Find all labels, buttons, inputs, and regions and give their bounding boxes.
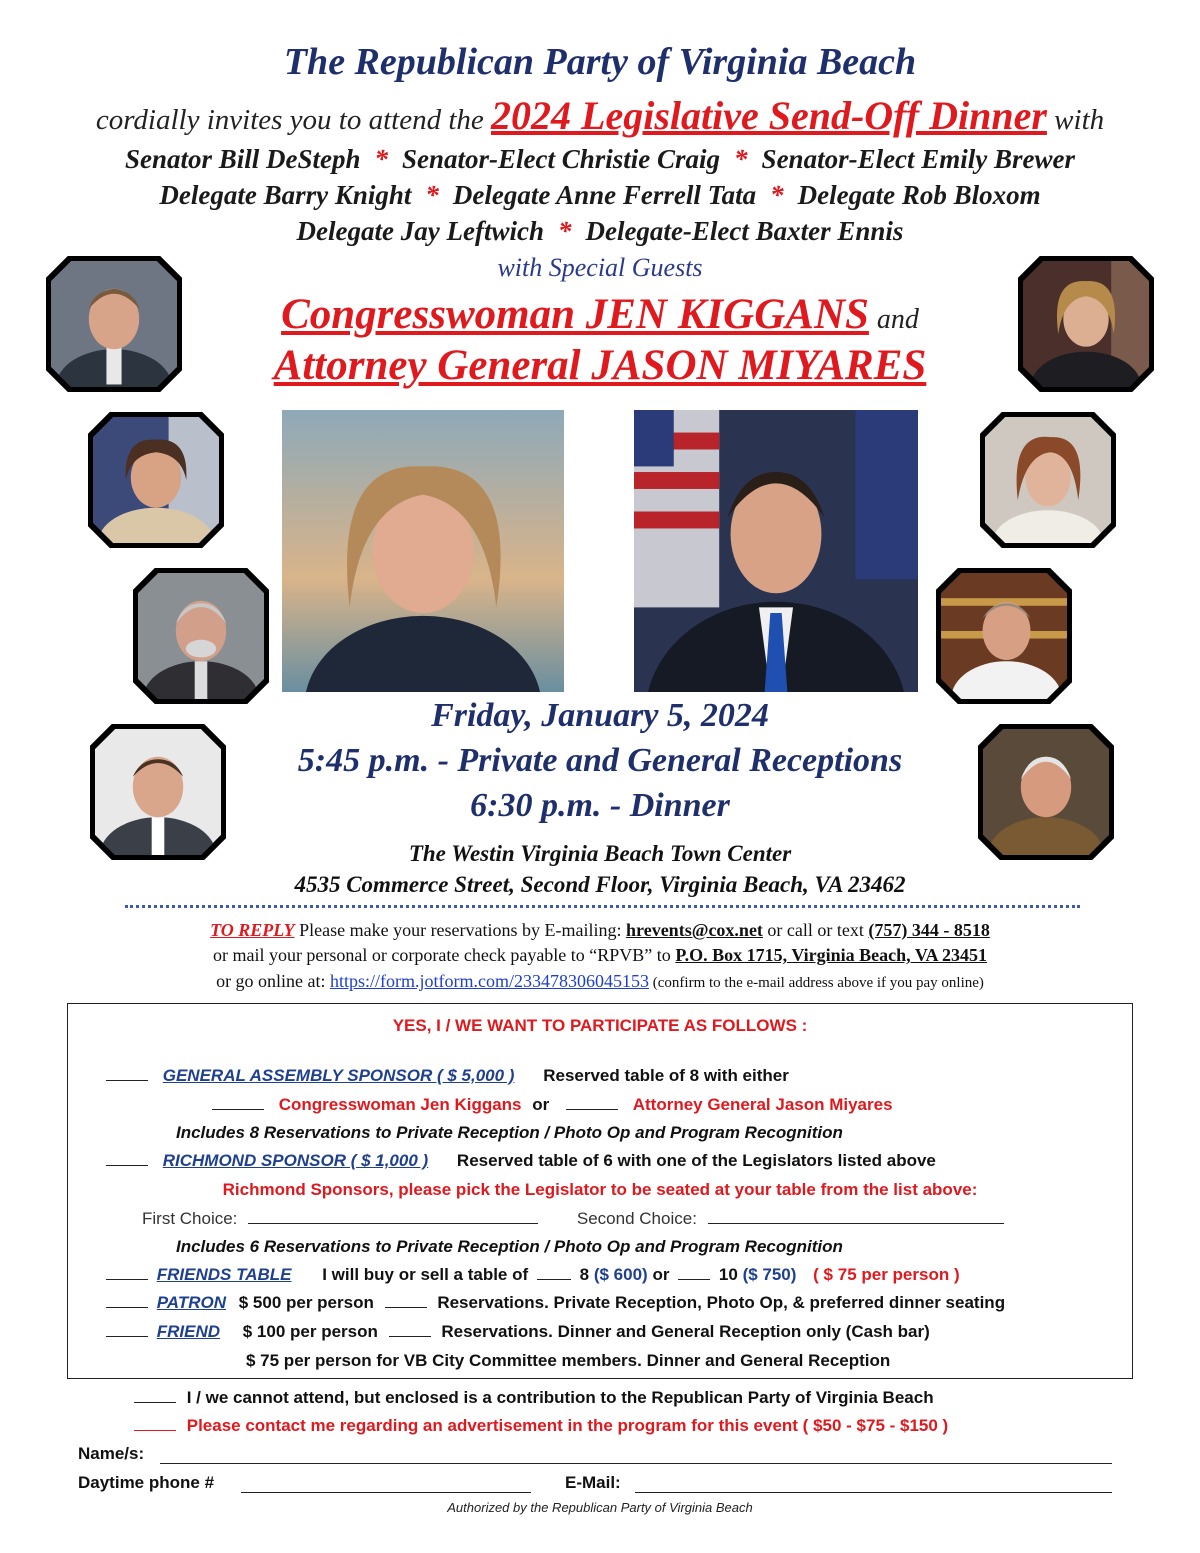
- ga-opt2: Attorney General Jason Miyares: [632, 1095, 893, 1114]
- richmond-desc: Reserved table of 6 with one of the Legislators listed above: [456, 1151, 936, 1170]
- patron-price: $ 500 per person: [238, 1293, 374, 1312]
- portrait-photo: [133, 568, 269, 704]
- invite-suffix: with: [1054, 104, 1105, 136]
- legislator: Delegate Rob Bloxom: [797, 180, 1041, 210]
- legislators-line-1: [0, 144, 1200, 175]
- second-choice-label: Second Choice:: [576, 1209, 697, 1228]
- ga-or: or: [532, 1095, 550, 1114]
- first-choice-field[interactable]: [248, 1209, 538, 1224]
- reply-line-2: [0, 945, 1200, 966]
- star-separator: *: [425, 180, 439, 210]
- patron-row: [106, 1293, 1005, 1313]
- ft-text: I will buy or sell a table of: [322, 1265, 529, 1284]
- reply-text: or go online at:: [216, 971, 331, 991]
- special-guests-label: with Special Guests: [497, 253, 703, 282]
- names-field[interactable]: [160, 1463, 1112, 1464]
- form-heading: YES, I / WE WANT TO PARTICIPATE AS FOLLOWS :: [392, 1016, 808, 1035]
- friend-desc: Reservations. Dinner and General Reception only (Cash bar): [441, 1322, 930, 1341]
- reply-email[interactable]: hrevents@cox.net: [626, 920, 763, 940]
- authorization-footer: Authorized by the Republican Party of Virginia Beach: [447, 1500, 753, 1515]
- reply-note: (confirm to the e-mail address above if you pay online): [649, 975, 984, 991]
- star-separator: *: [557, 216, 572, 246]
- reply-text: or call or text: [762, 920, 869, 940]
- portrait-photo: [1018, 256, 1154, 392]
- portrait-photo: [88, 412, 224, 548]
- legislator: Senator-Elect Emily Brewer: [761, 144, 1076, 174]
- vb-committee-text: $ 75 per person for VB City Committee members. Dinner and General Reception: [246, 1351, 891, 1370]
- legislator: Delegate Barry Knight: [159, 180, 412, 210]
- ga-sponsor-desc: Reserved table of 8 with either: [543, 1066, 789, 1085]
- choices-row: [142, 1209, 1004, 1229]
- ga-sponsor-blank[interactable]: [106, 1066, 148, 1081]
- ft-per-person: ( $ 75 per person ): [813, 1265, 960, 1284]
- patron-desc: Reservations. Private Reception, Photo Op, & preferred dinner seating: [437, 1293, 1006, 1312]
- email-field[interactable]: [635, 1492, 1112, 1493]
- guest-kiggans: Congresswoman JEN KIGGANS: [281, 291, 869, 338]
- friends-table-row: [106, 1265, 960, 1285]
- patron-blank[interactable]: [106, 1293, 148, 1308]
- friend-blank[interactable]: [106, 1322, 148, 1337]
- reply-text: or mail your personal or corporate check payable to “RPVB” to: [212, 945, 676, 965]
- vb-committee-note: [246, 1351, 890, 1371]
- phone-field[interactable]: [241, 1492, 531, 1493]
- ft-10: 10: [718, 1265, 738, 1284]
- dinner-time: 6:30 p.m. - Dinner: [470, 787, 730, 824]
- ft-8: 8: [579, 1265, 590, 1284]
- jotform-link[interactable]: https://form.jotform.com/233478306045153: [330, 971, 650, 991]
- ga-options-row: [212, 1095, 893, 1115]
- guest-conj: and: [876, 304, 919, 335]
- contribution-row: [134, 1388, 934, 1408]
- legislator: Senator-Elect Christie Craig: [402, 144, 721, 174]
- advert-text: Please contact me regarding an advertisement in the program for this event ( $50 - $75 - $150 ): [186, 1416, 949, 1435]
- legislators-line-2: [0, 180, 1200, 211]
- legislator: Delegate Jay Leftwich: [296, 216, 544, 246]
- ga-sponsor-label: GENERAL ASSEMBLY SPONSOR ( $ 5,000 ): [162, 1066, 515, 1085]
- legislator: Senator Bill DeSteph: [124, 144, 361, 174]
- email-label: E-Mail:: [565, 1473, 621, 1492]
- event-date: Friday, January 5, 2024: [431, 697, 769, 734]
- ft-8-blank[interactable]: [537, 1265, 571, 1280]
- portrait-photo: [46, 256, 182, 392]
- richmond-note: Richmond Sponsors, please pick the Legislator to be seated at your table from the list above:: [222, 1180, 978, 1199]
- richmond-label: RICHMOND SPONSOR ( $ 1,000 ): [162, 1151, 429, 1170]
- mail-address: P.O. Box 1715, Virginia Beach, VA 23451: [675, 945, 988, 965]
- legislator: Delegate Anne Ferrell Tata: [452, 180, 757, 210]
- miyares-photo: [634, 410, 918, 692]
- contribution-text: I / we cannot attend, but enclosed is a contribution to the Republican Party of Virginia Beach: [186, 1388, 934, 1407]
- phone-label: Daytime phone #: [78, 1473, 215, 1492]
- reply-text: Please make your reservations by E-mailing:: [294, 920, 627, 940]
- reception-time: 5:45 p.m. - Private and General Receptions: [297, 742, 903, 779]
- friend-price: $ 100 per person: [242, 1322, 378, 1341]
- venue-name: The Westin Virginia Beach Town Center: [408, 841, 792, 866]
- richmond-includes: Includes 6 Reservations to Private Reception / Photo Op and Program Recognition: [176, 1237, 843, 1256]
- kiggans-photo: [282, 410, 564, 692]
- ga-sponsor-row: [106, 1066, 789, 1086]
- invite-line: [0, 92, 1200, 139]
- to-reply-label: TO REPLY: [210, 920, 295, 940]
- ga-opt1: Congresswoman Jen Kiggans: [278, 1095, 522, 1114]
- invite-prefix: cordially invites you to attend the: [95, 104, 484, 136]
- ft-10-blank[interactable]: [678, 1265, 710, 1280]
- portrait-photo: [980, 412, 1116, 548]
- org-title: The Republican Party of Virginia Beach: [283, 41, 917, 83]
- ft-or: or: [652, 1265, 670, 1284]
- legislator: Delegate-Elect Baxter Ennis: [585, 216, 904, 246]
- patron-qty-blank[interactable]: [385, 1293, 427, 1308]
- ft-750: ($ 750): [742, 1265, 797, 1284]
- star-separator: *: [770, 180, 784, 210]
- dotted-divider: [125, 905, 1080, 908]
- venue-address: 4535 Commerce Street, Second Floor, Virginia Beach, VA 23462: [294, 872, 906, 897]
- friends-table-blank[interactable]: [106, 1265, 148, 1280]
- contribution-blank[interactable]: [134, 1388, 176, 1403]
- friend-row: [106, 1322, 930, 1342]
- ft-600: ($ 600): [593, 1265, 648, 1284]
- friend-qty-blank[interactable]: [389, 1322, 431, 1337]
- friend-label: FRIEND: [156, 1322, 221, 1341]
- second-choice-field[interactable]: [708, 1209, 1004, 1224]
- legislators-line-3: [0, 216, 1200, 247]
- event-name: 2024 Legislative Send-Off Dinner: [491, 93, 1047, 138]
- ga-opt1-blank[interactable]: [212, 1095, 264, 1110]
- patron-label: PATRON: [156, 1293, 226, 1312]
- reply-phone[interactable]: (757) 344 - 8518: [868, 920, 990, 940]
- reply-line-3: [0, 971, 1200, 992]
- richmond-blank[interactable]: [106, 1151, 148, 1166]
- reply-line-1: [0, 920, 1200, 941]
- names-label: Name/s:: [78, 1444, 145, 1463]
- advert-row: [134, 1416, 948, 1436]
- star-separator: *: [734, 144, 748, 174]
- ga-opt2-blank[interactable]: [566, 1095, 618, 1110]
- ga-includes: Includes 8 Reservations to Private Reception / Photo Op and Program Recognition: [176, 1123, 843, 1142]
- richmond-sponsor-row: [106, 1151, 936, 1171]
- star-separator: *: [374, 144, 388, 174]
- portrait-photo: [936, 568, 1072, 704]
- advert-blank[interactable]: [134, 1416, 176, 1431]
- first-choice-label: First Choice:: [142, 1209, 238, 1228]
- friends-table-label: FRIENDS TABLE: [156, 1265, 292, 1284]
- guest-miyares: Attorney General JASON MIYARES: [273, 342, 927, 389]
